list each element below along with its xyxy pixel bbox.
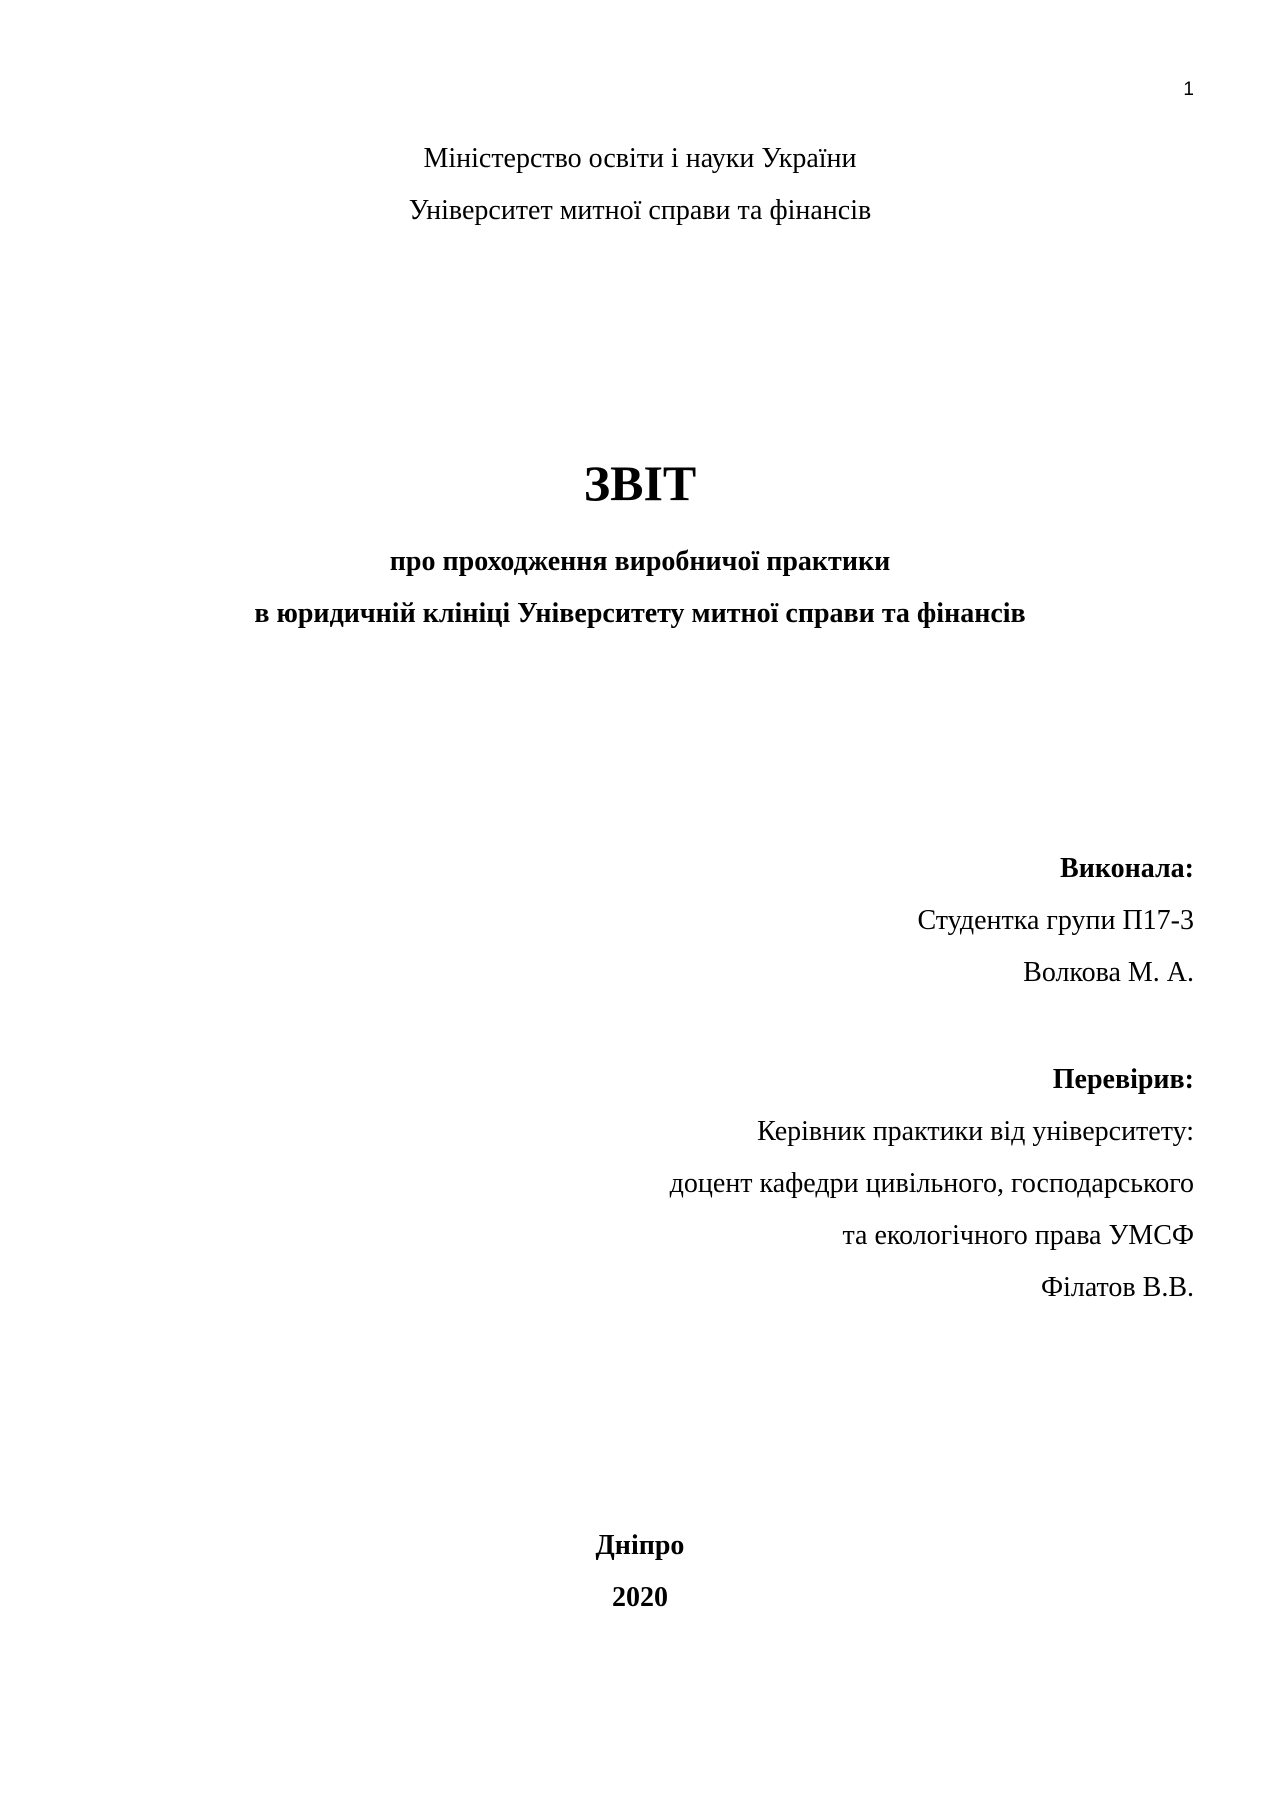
report-subtitle-line1: про проходження виробничої практики [389, 546, 891, 577]
supervisor-name: Філатов В.В. [1040, 1272, 1194, 1303]
report-title: ЗВІТ [583, 455, 697, 511]
footer-year: 2020 [612, 1582, 668, 1613]
university-heading: Університет митної справи та фінансів [408, 195, 872, 226]
footer-city: Дніпро [595, 1530, 685, 1561]
page-number: 1 [1183, 79, 1194, 100]
supervisor-department: та екологічного права УМСФ [842, 1220, 1194, 1251]
ministry-heading: Міністерство освіти і науки України [423, 143, 857, 174]
checked-label: Перевірив: [1052, 1064, 1194, 1095]
supervisor-position: доцент кафедри цивільного, господарського [669, 1168, 1194, 1199]
performed-label: Виконала: [1060, 853, 1194, 884]
student-group: Студентка групи П17-3 [917, 905, 1194, 936]
supervisor-role: Керівник практики від університету: [757, 1116, 1194, 1147]
report-subtitle-line2: в юридичній клініці Університету митної справи та фінансів [254, 598, 1026, 629]
student-name: Волкова М. А. [1023, 957, 1194, 988]
